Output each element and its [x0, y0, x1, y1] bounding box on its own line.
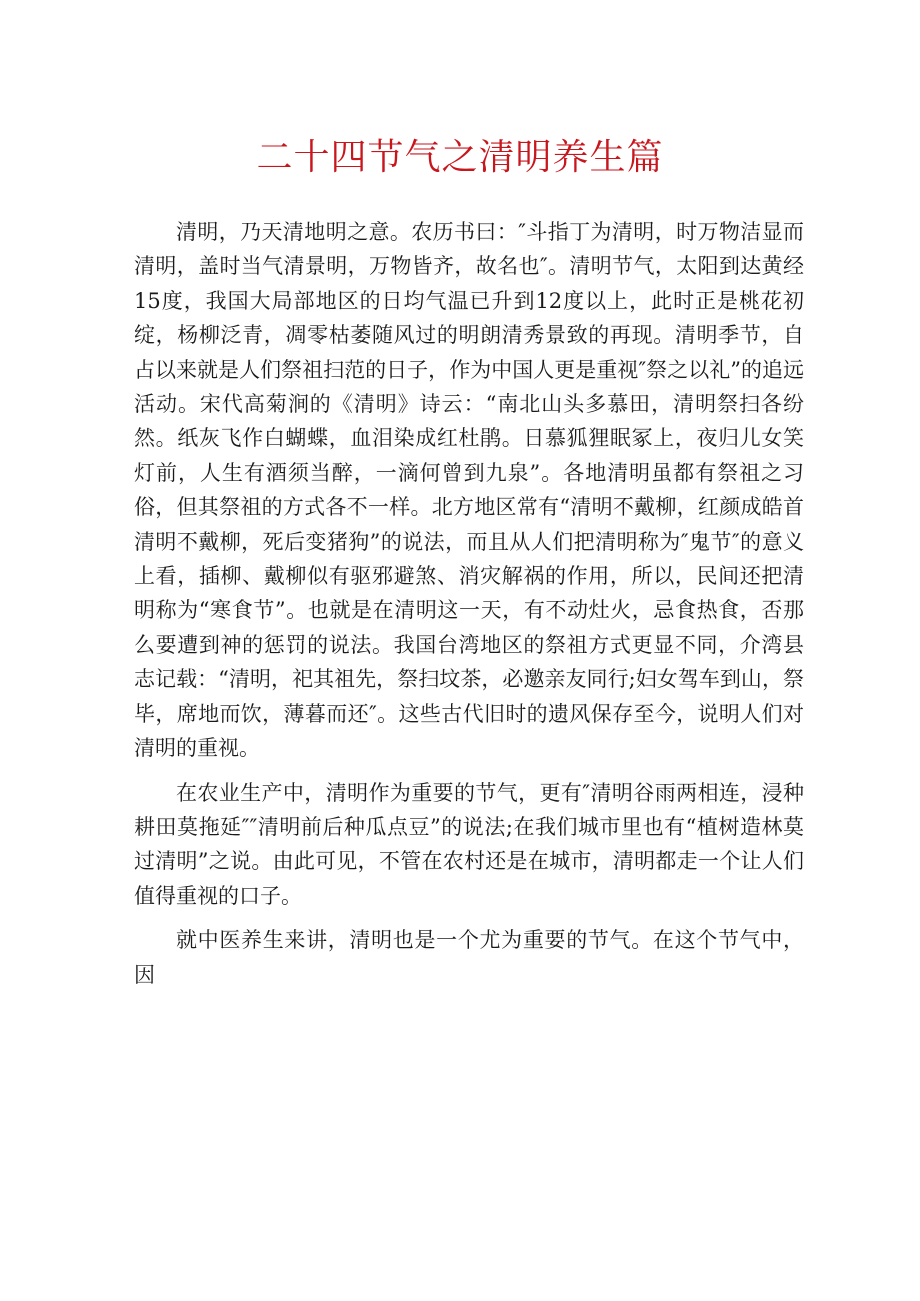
paragraph-3: 就中医养生来讲，清明也是一个尤为重要的节气。在这个节气中，因 — [134, 928, 804, 987]
document-body — [134, 215, 804, 1002]
paragraph-2: 在农业生产中，清明作为重要的节气，更有″清明谷雨两相连，浸种耕田莫拖延″″清明前后种瓜点豆”的说法;在我们城市里也有“植树造林莫过清明”之说。由此可见，不管在农村还是在城市，清明都走一个让人们值得重视的口子。 — [134, 780, 804, 908]
paragraph-1: 清明，乃天清地明之意。农历书曰：″斗指丁为清明，时万物洁显而清明，盖时当气清景明，万物皆齐，故名也″。清明节气，太阳到达黄经15度，我国大局部地区的日均气温已升到12度以上，此时正是桃花初绽，杨柳泛青，凋零枯萎随风过的明朗清秀景致的再现。清明季节，自占以来就是人们祭祖扫范的日子，作为中国人更是重视″祭之以礼”的追远活动。宋代高菊涧的《清明》诗云：“南北山头多慕田，清明祭扫各纷然。纸灰飞作白蝴蝶，血泪染成红杜鹃。日慕狐狸眠冢上，夜归儿女笑灯前，人生有酒须当醉，一滴何曾到九泉”。各地清明虽都有祭祖之习俗，但其祭祖的方式各不一样。北方地区常有“清明不戴柳，红颜成皓首清明不戴柳，死后变猪狗”的说法，而且从人们把清明称为″鬼节″的意义上看，插柳、戴柳似有驱邪避煞、消灾解祸的作用，所以，民间还把清明称为“寒食节”。也就是在清明这一天，有不动灶火，忌食热食，否那么要遭到神的惩罚的说法。我国台湾地区的祭祖方式更显不同，介湾县志记载：“清明，祀其祖先，祭扫坟茶，必邀亲友同行;妇女驾车到山，祭毕，席地而饮，薄暮而还″。这些古代旧时的遗风保存至今，说明人们对清明的重视。 — [134, 220, 804, 761]
document-title: 二十四节气之清明养生篇 — [256, 137, 664, 178]
